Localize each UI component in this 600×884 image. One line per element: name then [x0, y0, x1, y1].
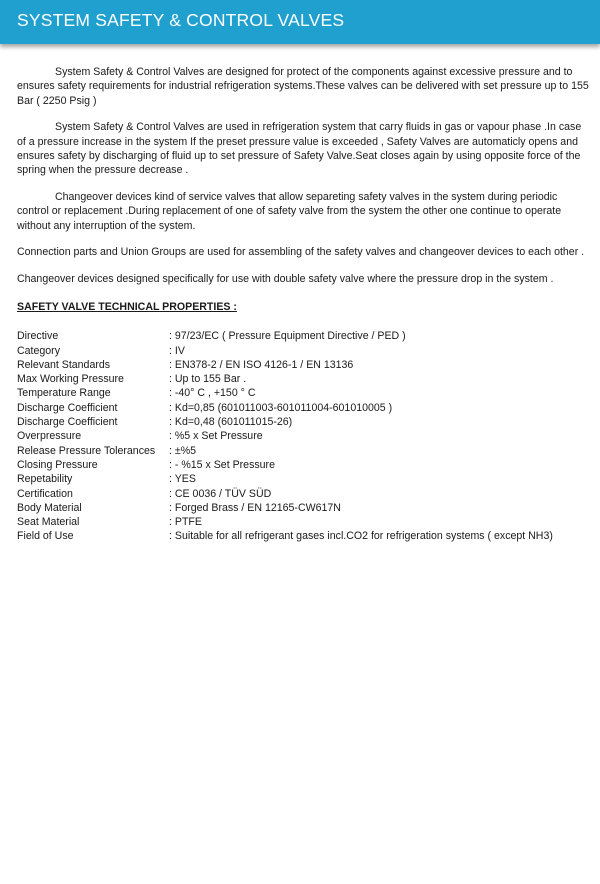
document-body [17, 65, 589, 544]
spec-row [17, 487, 589, 501]
spec-value: : CE 0036 / TÜV SÜD [169, 487, 272, 500]
spec-row [17, 458, 589, 472]
spec-value: : Suitable for all refrigerant gases incl.CO2 for refrigeration systems ( except NH3) [169, 530, 553, 543]
spec-row [17, 329, 589, 343]
spec-label: Repetability [17, 473, 73, 486]
spec-label: Body Material [17, 501, 82, 514]
spec-label: Discharge Coefficient [17, 401, 118, 414]
spec-value: : PTFE [169, 516, 202, 529]
spec-label: Max Working Pressure [17, 373, 124, 386]
connection-paragraph: Connection parts and Union Groups are used for assembling of the safety valves and changeover devices to each other . [17, 246, 585, 259]
spec-value: : Kd=0,48 (601011015-26) [169, 416, 293, 429]
spec-row [17, 358, 589, 372]
spec-label: Release Pressure Tolerances [17, 444, 156, 457]
page-header [0, 0, 600, 44]
spec-value: : EN378-2 / EN ISO 4126-1 / EN 13136 [169, 358, 354, 371]
spec-label: Discharge Coefficient [17, 416, 118, 429]
spec-label: Closing Pressure [17, 458, 98, 471]
specs-title: SAFETY VALVE TECHNICAL PROPERTIES : [17, 300, 237, 313]
spec-row [17, 515, 589, 529]
spec-value: : Forged Brass / EN 12165-CW617N [169, 501, 341, 514]
double-valve-paragraph: Changeover devices designed specifically for use with double safety valve where the pressure drop in the system . [17, 273, 554, 286]
spec-label: Field of Use [17, 530, 74, 543]
spec-label: Relevant Standards [17, 358, 111, 371]
spec-label: Temperature Range [17, 387, 111, 400]
spec-value: : YES [169, 473, 196, 486]
spec-value: : Kd=0,85 (601011003-601011004-601010005 ) [169, 401, 393, 414]
spec-row [17, 386, 589, 400]
spec-row [17, 401, 589, 415]
spec-label: Directive [17, 330, 59, 343]
spec-row [17, 344, 589, 358]
spec-row [17, 372, 589, 386]
specs-table [17, 329, 589, 543]
spec-value: : -40° C , +150 ° C [169, 387, 256, 400]
spec-value: : 97/23/EC ( Pressure Equipment Directive / PED ) [169, 330, 406, 343]
spec-row [17, 415, 589, 429]
spec-label: Overpressure [17, 430, 82, 443]
spec-label: Certification [17, 487, 73, 500]
spec-row [17, 501, 589, 515]
changeover-paragraph: Changeover devices kind of service valves that allow separeting safety valves in the system during periodic control or replacement .During replacement of one of safety valve from the system the other one continue to operate without any interruption of the system. [17, 190, 562, 232]
spec-value: : Up to 155 Bar . [169, 373, 247, 386]
spec-value: : - %15 x Set Pressure [169, 458, 275, 471]
spec-label: Seat Material [17, 516, 80, 529]
spec-row [17, 444, 589, 458]
intro-paragraph: System Safety & Control Valves are designed for protect of the components against excessive pressure and to ensures safety requirements for industrial refrigeration systems.These valves can be delivered with set pressure up to 155 Bar ( 2250 Psig ) [17, 66, 589, 107]
spec-value: : IV [169, 344, 185, 357]
spec-row [17, 429, 589, 443]
spec-row [17, 529, 589, 543]
spec-label: Category [17, 344, 60, 357]
spec-value: : ±%5 [169, 444, 197, 457]
page-title: SYSTEM SAFETY & CONTROL VALVES [17, 10, 345, 30]
usage-paragraph: System Safety & Control Valves are used in refrigeration system that carry fluids in gas or vapour phase .In case of a pressure increase in the system If the preset pressure value is exceeded , Safety Valves are automaticly opens and ensures safety by discharging of fluid up to set pressure of Safety Valve.Seat closes again by using opposite force of the spring when the pressure decrease . [17, 121, 582, 177]
spec-row [17, 472, 589, 486]
spec-value: : %5 x Set Pressure [169, 430, 263, 443]
